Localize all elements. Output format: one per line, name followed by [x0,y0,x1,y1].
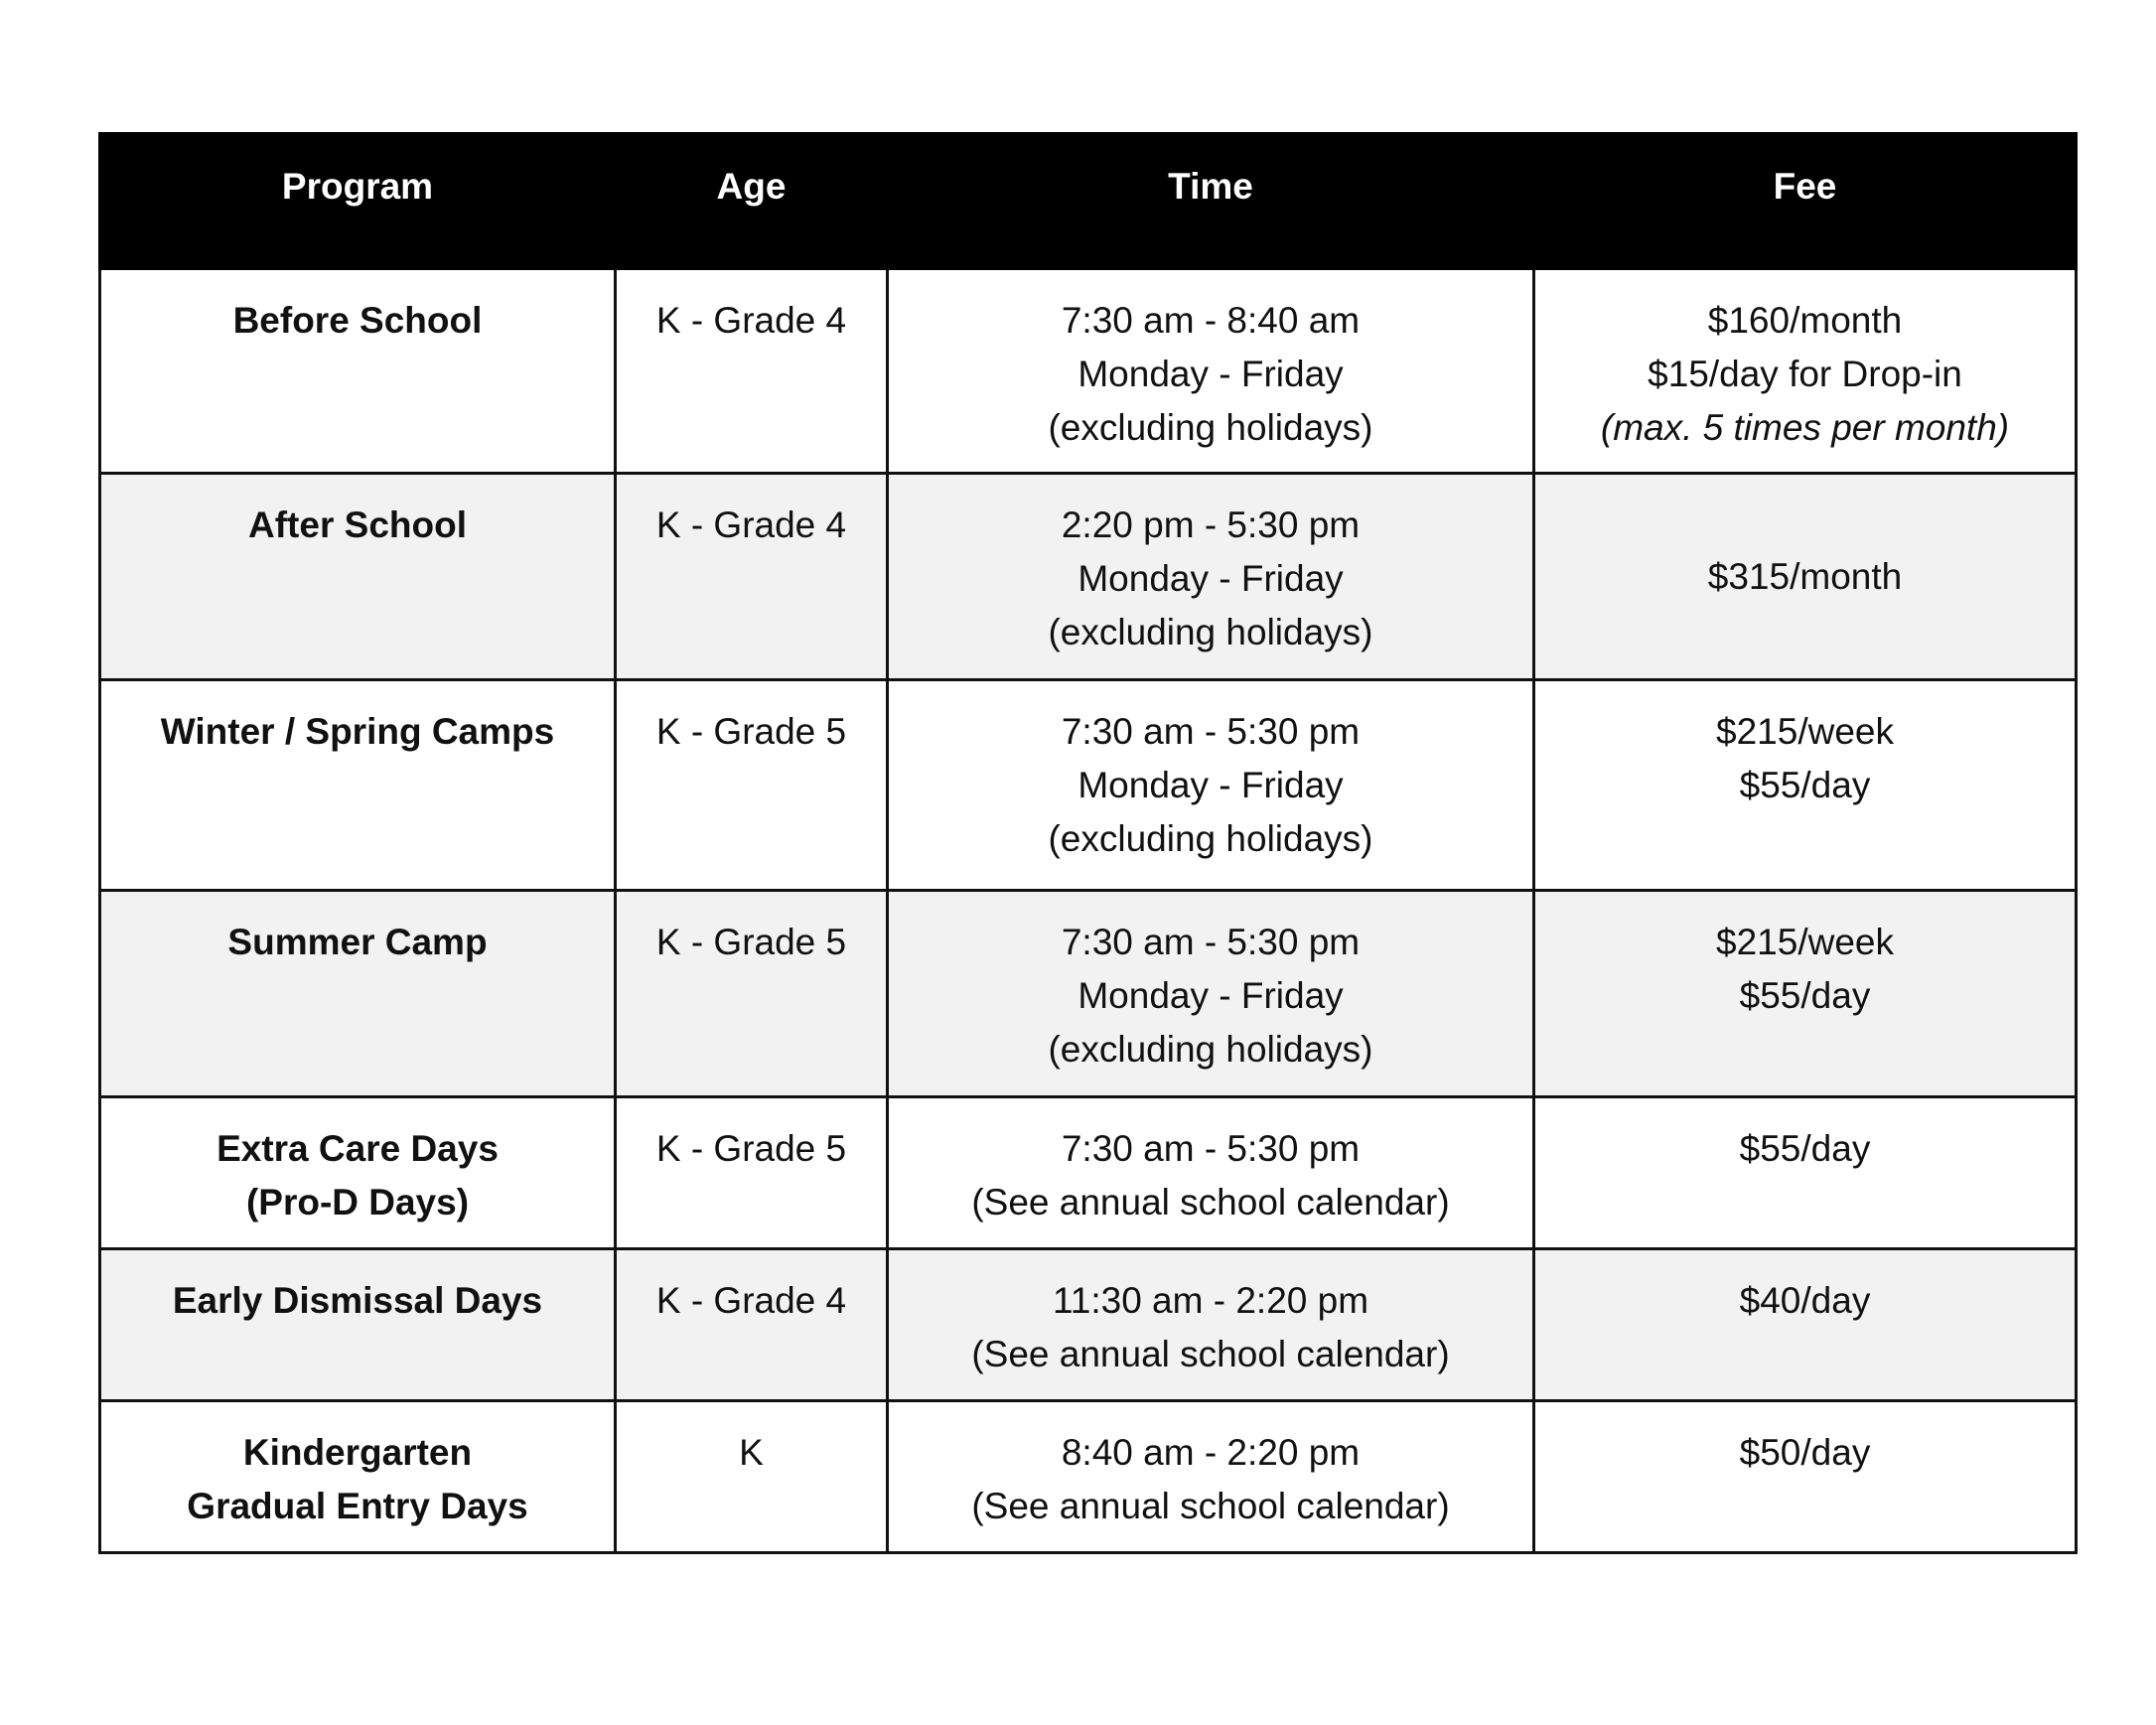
table-row [100,1401,2077,1553]
time-hours: 7:30 am - 5:30 pm [1061,922,1361,962]
fee-cell [1534,1401,2077,1553]
table-row [100,1097,2077,1249]
program-name: Winter / Spring Camps [160,711,555,752]
time-hours: 8:40 am - 2:20 pm [1061,1432,1361,1473]
time-cell [888,680,1534,891]
time-days: Monday - Friday [1078,975,1344,1016]
time-days: Monday - Friday [1078,765,1344,805]
program-name: Summer Camp [227,922,488,962]
age-cell: K [616,1401,888,1553]
program-name: Kindergarten [242,1432,473,1473]
age-cell: K - Grade 4 [616,269,888,474]
time-cell [888,1097,1534,1249]
fee-cell [1534,474,2077,680]
time-hours: 2:20 pm - 5:30 pm [1061,504,1361,545]
header-row [100,134,2077,269]
time-hours: 11:30 am - 2:20 pm [1052,1280,1369,1321]
fee-line: $40/day [1739,1280,1871,1321]
fee-line: $15/day for Drop-in [1648,354,1962,394]
time-note: (See annual school calendar) [971,1334,1450,1374]
age-cell: K - Grade 5 [616,680,888,891]
table-row [100,680,2077,891]
fee-cell [1534,1097,2077,1249]
fee-note: (max. 5 times per month) [1600,407,2010,448]
program-subtitle: (Pro-D Days) [245,1182,470,1222]
program-cell [100,1097,616,1249]
time-note: (excluding holidays) [1048,1029,1373,1070]
program-subtitle: Gradual Entry Days [187,1486,528,1526]
table-body [100,269,2077,1553]
time-cell [888,891,1534,1097]
fee-cell [1534,891,2077,1097]
fee-cell [1534,680,2077,891]
time-hours: 7:30 am - 8:40 am [1061,300,1361,341]
fee-line: $55/day [1739,975,1871,1016]
program-cell [100,1249,616,1401]
fee-line: $50/day [1739,1432,1871,1473]
time-note: (See annual school calendar) [971,1182,1450,1222]
table-row [100,1249,2077,1401]
header-time: Time [888,134,1534,269]
fee-line: $215/week [1716,711,1894,752]
program-schedule-table [98,132,2078,1554]
time-hours: 7:30 am - 5:30 pm [1061,711,1361,752]
header-fee: Fee [1534,134,2077,269]
fee-line: $55/day [1739,765,1871,805]
age-cell: K - Grade 5 [616,891,888,1097]
time-cell [888,1401,1534,1553]
time-days: Monday - Friday [1078,354,1344,394]
program-name: Extra Care Days [216,1128,499,1169]
time-note: (excluding holidays) [1048,407,1373,448]
fee-cell [1534,1249,2077,1401]
table-row [100,474,2077,680]
time-cell [888,1249,1534,1401]
time-note: (See annual school calendar) [971,1486,1450,1526]
time-cell [888,474,1534,680]
fee-line: $315/month [1707,555,1903,597]
age-cell: K - Grade 4 [616,1249,888,1401]
table-row [100,269,2077,474]
fee-line: $215/week [1716,922,1894,962]
header-age: Age [616,134,888,269]
age-cell: K - Grade 5 [616,1097,888,1249]
program-cell [100,891,616,1097]
table-row [100,891,2077,1097]
program-name: Early Dismissal Days [172,1280,543,1321]
age-cell: K - Grade 4 [616,474,888,680]
time-cell [888,269,1534,474]
program-cell [100,269,616,474]
header-program: Program [100,134,616,269]
program-cell [100,680,616,891]
program-cell [100,474,616,680]
program-name: After School [248,504,467,545]
program-cell [100,1401,616,1553]
table-header [100,134,2077,269]
program-name: Before School [232,300,483,341]
time-hours: 7:30 am - 5:30 pm [1061,1128,1361,1169]
fee-line: $55/day [1739,1128,1871,1169]
time-note: (excluding holidays) [1048,818,1373,859]
time-days: Monday - Friday [1078,558,1344,599]
time-note: (excluding holidays) [1048,612,1373,652]
fee-line: $160/month [1707,300,1903,341]
fee-cell [1534,269,2077,474]
